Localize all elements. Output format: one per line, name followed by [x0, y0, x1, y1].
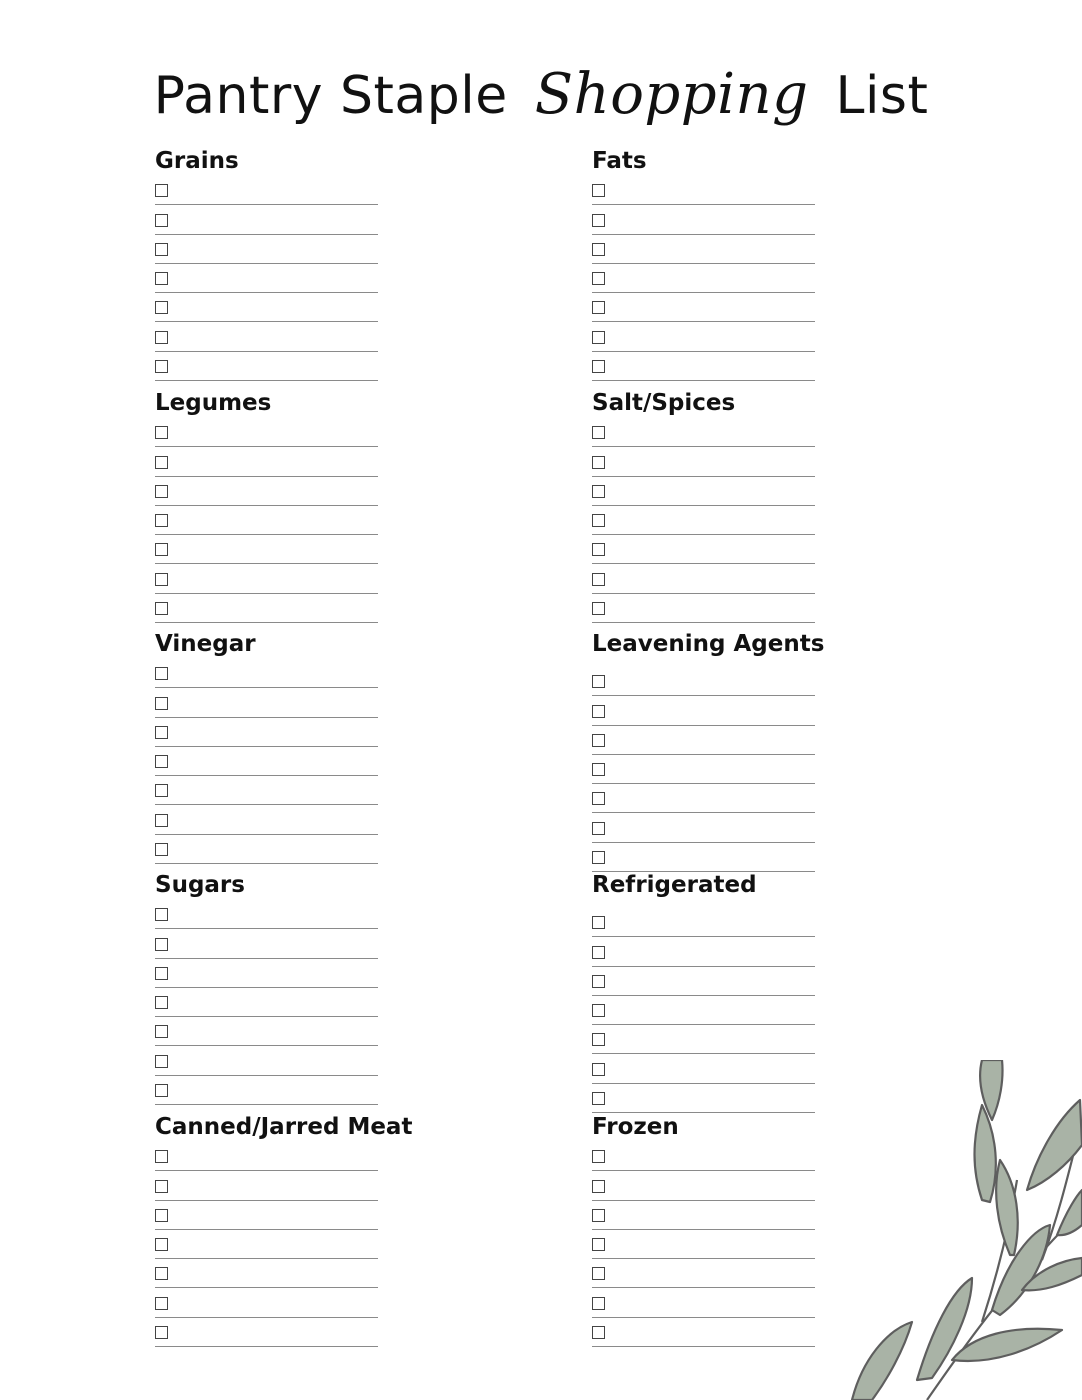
item-checkbox[interactable] — [592, 573, 605, 586]
section-fats — [592, 146, 832, 381]
list-item — [592, 1259, 815, 1288]
item-checkbox[interactable] — [155, 1180, 168, 1193]
item-checkbox[interactable] — [592, 1238, 605, 1251]
item-checkbox[interactable] — [155, 967, 168, 980]
item-checkbox[interactable] — [592, 792, 605, 805]
item-checkbox[interactable] — [592, 1180, 605, 1193]
section-heading: Salt/Spices — [592, 390, 736, 416]
item-list — [155, 1142, 395, 1347]
section-sugars — [155, 870, 395, 1105]
item-checkbox[interactable] — [155, 938, 168, 951]
list-item — [155, 1046, 378, 1075]
section-heading: Legumes — [155, 390, 272, 416]
title-script-word: Shopping — [534, 62, 809, 127]
list-item — [155, 418, 378, 447]
list-item — [155, 1259, 378, 1288]
section-heading: Refrigerated — [592, 872, 757, 898]
list-item — [592, 967, 815, 996]
list-item — [592, 1084, 815, 1113]
item-checkbox[interactable] — [592, 456, 605, 469]
list-item — [155, 264, 378, 293]
item-checkbox[interactable] — [592, 214, 605, 227]
item-checkbox[interactable] — [592, 1209, 605, 1222]
list-item — [155, 594, 378, 623]
item-checkbox[interactable] — [592, 360, 605, 373]
item-checkbox[interactable] — [592, 184, 605, 197]
item-checkbox[interactable] — [155, 843, 168, 856]
list-item — [155, 805, 378, 834]
item-checkbox[interactable] — [592, 514, 605, 527]
item-list — [155, 900, 395, 1105]
item-checkbox[interactable] — [592, 675, 605, 688]
item-checkbox[interactable] — [592, 763, 605, 776]
list-item — [592, 264, 815, 293]
list-item — [155, 322, 378, 351]
section-heading: Leavening Agents — [592, 631, 825, 657]
list-item — [155, 535, 378, 564]
list-item — [592, 755, 815, 784]
list-item — [592, 205, 815, 234]
list-item — [592, 477, 815, 506]
list-item — [592, 1054, 815, 1083]
item-checkbox[interactable] — [155, 908, 168, 921]
list-item — [155, 506, 378, 535]
item-checkbox[interactable] — [592, 975, 605, 988]
section-canned-jarred-meat — [155, 1112, 413, 1347]
title-part-1: Pantry Staple — [153, 66, 508, 126]
item-checkbox[interactable] — [155, 331, 168, 344]
list-item — [592, 1201, 815, 1230]
section-heading: Frozen — [592, 1114, 679, 1140]
item-checkbox[interactable] — [592, 1297, 605, 1310]
item-checkbox[interactable] — [155, 1238, 168, 1251]
list-item — [155, 1318, 378, 1347]
item-checkbox[interactable] — [155, 485, 168, 498]
item-list — [155, 176, 395, 381]
list-item — [592, 1230, 815, 1259]
item-checkbox[interactable] — [155, 1209, 168, 1222]
list-item — [155, 1288, 378, 1317]
item-checkbox[interactable] — [592, 243, 605, 256]
item-checkbox[interactable] — [155, 1084, 168, 1097]
section-heading: Vinegar — [155, 631, 256, 657]
section-heading: Fats — [592, 148, 647, 174]
list-item — [155, 205, 378, 234]
section-heading: Canned/Jarred Meat — [155, 1114, 413, 1140]
list-item — [155, 900, 378, 929]
item-checkbox[interactable] — [592, 602, 605, 615]
item-list — [592, 908, 832, 1113]
list-item — [155, 447, 378, 476]
list-item — [592, 535, 815, 564]
list-item — [592, 784, 815, 813]
list-item — [592, 176, 815, 205]
list-item — [592, 726, 815, 755]
section-vinegar — [155, 629, 395, 864]
item-checkbox[interactable] — [155, 543, 168, 556]
item-list — [592, 418, 832, 623]
item-checkbox[interactable] — [155, 1267, 168, 1280]
list-item — [592, 506, 815, 535]
item-checkbox[interactable] — [155, 755, 168, 768]
list-item — [155, 776, 378, 805]
item-checkbox[interactable] — [155, 1055, 168, 1068]
section-salt-spices — [592, 388, 832, 623]
item-checkbox[interactable] — [592, 1150, 605, 1163]
item-checkbox[interactable] — [155, 1150, 168, 1163]
item-list — [155, 659, 395, 864]
list-item — [592, 418, 815, 447]
list-item — [592, 813, 815, 842]
item-checkbox[interactable] — [155, 456, 168, 469]
section-refrigerated — [592, 870, 832, 1113]
item-checkbox[interactable] — [155, 1025, 168, 1038]
list-item — [155, 477, 378, 506]
item-list — [592, 667, 832, 872]
item-checkbox[interactable] — [592, 734, 605, 747]
list-item — [592, 996, 815, 1025]
item-checkbox[interactable] — [155, 667, 168, 680]
list-item — [592, 352, 815, 381]
item-checkbox[interactable] — [155, 726, 168, 739]
item-checkbox[interactable] — [592, 1063, 605, 1076]
title-part-2: List — [835, 66, 929, 126]
list-item — [155, 988, 378, 1017]
item-checkbox[interactable] — [155, 814, 168, 827]
item-checkbox[interactable] — [592, 946, 605, 959]
list-item — [592, 908, 815, 937]
eucalyptus-branch-icon — [832, 1060, 1082, 1400]
list-item — [592, 235, 815, 264]
item-checkbox[interactable] — [592, 1033, 605, 1046]
item-checkbox[interactable] — [592, 272, 605, 285]
list-item — [592, 322, 815, 351]
list-item — [592, 1318, 815, 1347]
list-item — [155, 835, 378, 864]
list-item — [155, 659, 378, 688]
list-item — [155, 959, 378, 988]
list-item — [592, 696, 815, 725]
item-checkbox[interactable] — [592, 1004, 605, 1017]
list-item — [155, 1201, 378, 1230]
item-checkbox[interactable] — [592, 485, 605, 498]
list-item — [592, 293, 815, 322]
section-legumes — [155, 388, 395, 623]
page-title — [0, 62, 1082, 127]
list-item — [592, 667, 815, 696]
item-checkbox[interactable] — [155, 301, 168, 314]
list-item — [592, 1025, 815, 1054]
item-checkbox[interactable] — [592, 851, 605, 864]
item-checkbox[interactable] — [592, 822, 605, 835]
list-item — [592, 1171, 815, 1200]
item-list — [592, 1142, 832, 1347]
section-leavening-agents — [592, 629, 832, 872]
list-item — [592, 1142, 815, 1171]
list-item — [155, 235, 378, 264]
item-checkbox[interactable] — [592, 426, 605, 439]
list-item — [592, 937, 815, 966]
item-checkbox[interactable] — [592, 1092, 605, 1105]
list-item — [155, 718, 378, 747]
section-heading: Sugars — [155, 872, 245, 898]
item-checkbox[interactable] — [592, 705, 605, 718]
list-item — [155, 1142, 378, 1171]
list-item — [155, 1171, 378, 1200]
item-list — [592, 176, 832, 381]
list-item — [155, 564, 378, 593]
item-checkbox[interactable] — [155, 996, 168, 1009]
list-item — [592, 447, 815, 476]
list-item — [155, 1230, 378, 1259]
item-checkbox[interactable] — [155, 360, 168, 373]
list-item — [155, 1017, 378, 1046]
item-checkbox[interactable] — [592, 301, 605, 314]
list-item — [592, 1288, 815, 1317]
list-item — [592, 843, 815, 872]
item-checkbox[interactable] — [155, 426, 168, 439]
item-checkbox[interactable] — [155, 272, 168, 285]
item-list — [155, 418, 395, 623]
item-checkbox[interactable] — [155, 184, 168, 197]
section-frozen — [592, 1112, 832, 1347]
list-item — [155, 352, 378, 381]
item-checkbox[interactable] — [155, 243, 168, 256]
item-checkbox[interactable] — [155, 602, 168, 615]
list-item — [155, 688, 378, 717]
list-item — [155, 176, 378, 205]
item-checkbox[interactable] — [155, 784, 168, 797]
list-item — [155, 293, 378, 322]
list-item — [155, 747, 378, 776]
item-checkbox[interactable] — [155, 1326, 168, 1339]
item-checkbox[interactable] — [592, 331, 605, 344]
list-item — [155, 929, 378, 958]
item-checkbox[interactable] — [155, 1297, 168, 1310]
item-checkbox[interactable] — [592, 1326, 605, 1339]
item-checkbox[interactable] — [155, 214, 168, 227]
item-checkbox[interactable] — [592, 543, 605, 556]
section-grains — [155, 146, 395, 381]
item-checkbox[interactable] — [592, 916, 605, 929]
section-heading: Grains — [155, 148, 239, 174]
item-checkbox[interactable] — [155, 573, 168, 586]
list-item — [155, 1076, 378, 1105]
list-item — [592, 564, 815, 593]
item-checkbox[interactable] — [155, 697, 168, 710]
list-item — [592, 594, 815, 623]
item-checkbox[interactable] — [592, 1267, 605, 1280]
item-checkbox[interactable] — [155, 514, 168, 527]
